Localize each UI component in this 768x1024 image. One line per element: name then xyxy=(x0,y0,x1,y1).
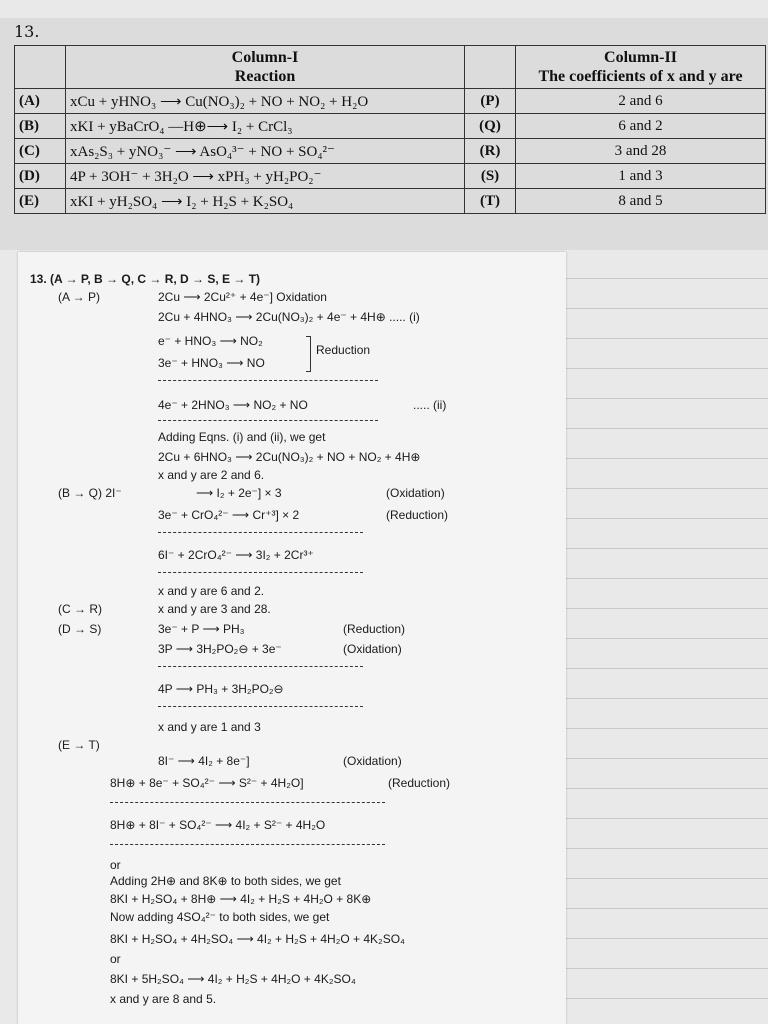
equation-line: 3e⁻ + HNO₃ ⟶ NO xyxy=(158,356,265,370)
coefficient-cell: 3 and 28 xyxy=(516,139,766,164)
coefficient-cell: 2 and 6 xyxy=(516,89,766,114)
ruled-line xyxy=(566,698,768,699)
annotation-text: (Reduction) xyxy=(386,508,449,522)
option-code: (T) xyxy=(465,189,516,214)
reaction-cell: xKI + yBaCrO₄ —H⊕⟶ I₂ + CrCl₃ xyxy=(66,114,465,139)
annotation-text: (Oxidation) xyxy=(343,754,402,768)
question-table-photo xyxy=(0,18,768,250)
ruled-line xyxy=(566,968,768,969)
equation-line: 2Cu ⟶ 2Cu²⁺ + 4e⁻] Oxidation xyxy=(158,290,327,304)
divider xyxy=(158,532,363,533)
ruled-line xyxy=(566,398,768,399)
divider xyxy=(110,844,385,845)
annotation-text: (Oxidation) xyxy=(386,486,445,500)
equation-line: e⁻ + HNO₃ ⟶ NO₂ xyxy=(158,334,263,348)
coefficient-cell: 8 and 5 xyxy=(516,189,766,214)
equation-line: 8KI + H₂SO₄ + 4H₂SO₄ ⟶ 4I₂ + H₂S + 4H₂O + 4K₂SO₄ xyxy=(110,932,405,946)
row-label: (A) xyxy=(15,89,66,114)
table-row xyxy=(15,139,766,164)
equation-line: ⟶ I₂ + 2e⁻] × 3 xyxy=(196,486,282,500)
ruled-line xyxy=(566,308,768,309)
table-row xyxy=(15,114,766,139)
bracket xyxy=(306,336,311,372)
result-line: x and y are 1 and 3 xyxy=(158,720,261,734)
option-code: (Q) xyxy=(465,114,516,139)
ruled-line xyxy=(566,458,768,459)
ruled-line xyxy=(566,728,768,729)
equation-ref: ..... (ii) xyxy=(413,398,447,412)
text-line: or xyxy=(110,858,121,872)
divider xyxy=(158,706,363,707)
row-label: (E) xyxy=(15,189,66,214)
step-label: (E → T) xyxy=(58,738,100,752)
question-number: 13. xyxy=(14,22,40,41)
text-line: or xyxy=(110,952,121,966)
equation-line: 8H⊕ + 8e⁻ + SO₄²⁻ ⟶ S²⁻ + 4H₂O] xyxy=(110,776,304,790)
equation-line: 4e⁻ + 2HNO₃ ⟶ NO₂ + NO xyxy=(158,398,308,412)
ruled-line xyxy=(566,758,768,759)
coefficient-cell: 6 and 2 xyxy=(516,114,766,139)
ruled-line xyxy=(566,428,768,429)
ruled-line xyxy=(566,668,768,669)
notebook-ruled-lines xyxy=(566,252,768,1024)
match-table xyxy=(14,45,766,214)
equation-line: 2Cu + 6HNO₃ ⟶ 2Cu(NO₃)₂ + NO + NO₂ + 4H⊕ xyxy=(158,450,421,464)
equation-line: 8H⊕ + 8I⁻ + SO₄²⁻ ⟶ 4I₂ + S²⁻ + 4H₂O xyxy=(110,818,326,832)
step-label: (A → P) xyxy=(58,290,101,304)
divider xyxy=(158,572,363,573)
step-label: (C → R) xyxy=(58,602,102,616)
equation-line: 8KI + 5H₂SO₄ ⟶ 4I₂ + H₂S + 4H₂O + 4K₂SO₄ xyxy=(110,972,356,986)
ruled-line xyxy=(566,338,768,339)
equation-line: 2Cu + 4HNO₃ ⟶ 2Cu(NO₃)₂ + 4e⁻ + 4H⊕ ..... (i) xyxy=(158,310,420,324)
step-label: (D → S) xyxy=(58,622,102,636)
table-row xyxy=(15,164,766,189)
text-line: Now adding 4SO₄²⁻ to both sides, we get xyxy=(110,910,330,924)
ruled-line xyxy=(566,578,768,579)
annotation-text: (Oxidation) xyxy=(343,642,402,656)
reaction-cell: xKI + yH₂SO₄ ⟶ I₂ + H₂S + K₂SO₄ xyxy=(66,189,465,214)
text-line: Adding 2H⊕ and 8K⊕ to both sides, we get xyxy=(110,874,341,888)
ruled-line xyxy=(566,878,768,879)
option-code: (R) xyxy=(465,139,516,164)
ruled-line xyxy=(566,788,768,789)
row-label: (B) xyxy=(15,114,66,139)
reaction-cell: xAs₂S₃ + yNO₃⁻ ⟶ AsO₄³⁻ + NO + SO₄²⁻ xyxy=(66,139,465,164)
equation-line: 8I⁻ ⟶ 4I₂ + 8e⁻] xyxy=(158,754,250,768)
ruled-line xyxy=(566,368,768,369)
table-row xyxy=(15,89,766,114)
column-2-header: Column-II The coefficients of x and y are xyxy=(516,46,766,89)
reaction-cell: 4P + 3OH⁻ + 3H₂O ⟶ xPH₃ + yH₂PO₂⁻ xyxy=(66,164,465,189)
text-line: Adding Eqns. (i) and (ii), we get xyxy=(158,430,326,444)
ruled-line xyxy=(566,548,768,549)
annotation-text: (Reduction) xyxy=(343,622,406,636)
ruled-line xyxy=(566,518,768,519)
ruled-line xyxy=(566,608,768,609)
equation-line: 6I⁻ + 2CrO₄²⁻ ⟶ 3I₂ + 2Cr³⁺ xyxy=(158,548,314,562)
table-header-row xyxy=(15,46,766,89)
equation-line: 4P ⟶ PH₃ + 3H₂PO₂⊖ xyxy=(158,682,284,696)
divider xyxy=(158,420,378,421)
reaction-cell: xCu + yHNO₃ ⟶ Cu(NO₃)₂ + NO + NO₂ + H₂O xyxy=(66,89,465,114)
divider xyxy=(158,380,378,381)
annotation-text: Reduction xyxy=(316,343,371,357)
ruled-line xyxy=(566,488,768,489)
ruled-line xyxy=(566,908,768,909)
divider xyxy=(110,802,385,803)
ruled-line xyxy=(566,278,768,279)
ruled-line xyxy=(566,938,768,939)
result-line: x and y are 3 and 28. xyxy=(158,602,271,616)
annotation-text: (Reduction) xyxy=(388,776,451,790)
ruled-line xyxy=(566,638,768,639)
row-label: (C) xyxy=(15,139,66,164)
option-code: (P) xyxy=(465,89,516,114)
row-label: (D) xyxy=(15,164,66,189)
result-line: x and y are 6 and 2. xyxy=(158,584,265,598)
equation-line: 8KI + H₂SO₄ + 8H⊕ ⟶ 4I₂ + H₂S + 4H₂O + 8K⊕ xyxy=(110,892,372,906)
answer-key-line: 13. (A → P, B → Q, C → R, D → S, E → T) xyxy=(30,272,261,286)
table-row xyxy=(15,189,766,214)
step-label: (B → Q) 2I⁻ xyxy=(58,486,122,500)
ruled-line xyxy=(566,998,768,999)
result-line: x and y are 2 and 6. xyxy=(158,468,265,482)
option-code: (S) xyxy=(465,164,516,189)
coefficient-cell: 1 and 3 xyxy=(516,164,766,189)
column-1-header: Column-I Reaction xyxy=(66,46,465,89)
equation-line: 3P ⟶ 3H₂PO₂⊖ + 3e⁻ xyxy=(158,642,282,656)
equation-line: 3e⁻ + CrO₄²⁻ ⟶ Cr⁺³] × 2 xyxy=(158,508,300,522)
solution-page xyxy=(18,252,566,1024)
ruled-line xyxy=(566,818,768,819)
equation-line: 3e⁻ + P ⟶ PH₃ xyxy=(158,622,245,636)
result-line: x and y are 8 and 5. xyxy=(110,992,217,1006)
divider xyxy=(158,666,363,667)
ruled-line xyxy=(566,848,768,849)
